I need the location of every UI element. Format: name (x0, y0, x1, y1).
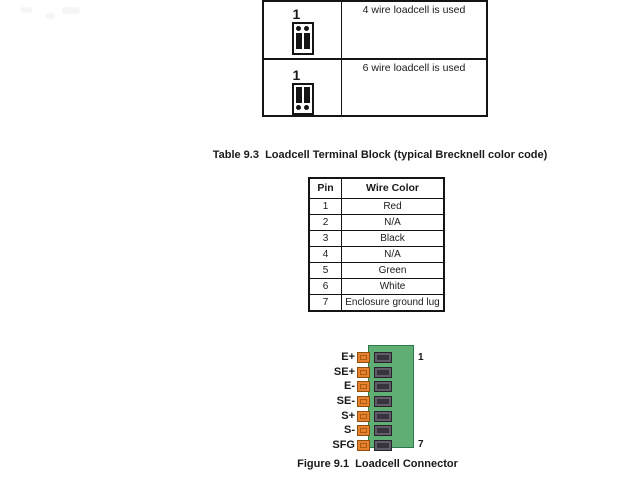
jumper-4wire-icon (292, 2, 314, 58)
connector-pin-row (330, 440, 392, 451)
scan-smudge (20, 7, 32, 13)
connector-pin-row (330, 425, 392, 436)
table-row (309, 247, 444, 263)
jumper-block-icon (292, 83, 314, 116)
wire-slot-icon (374, 367, 392, 378)
pin-number: 1 (309, 199, 342, 215)
pin-dot (304, 26, 309, 31)
terminal-screw-icon (357, 440, 370, 451)
jumper-pin1-label: 1 (292, 6, 301, 22)
jumper-4wire-description: 4 wire loadcell is used (362, 4, 466, 16)
wire-color: N/A (342, 215, 445, 231)
jumper-6wire-icon (292, 60, 314, 116)
table-row (309, 215, 444, 231)
connector-pin-row (330, 367, 392, 378)
scan-smudge (62, 7, 80, 14)
wire-slot-icon (374, 381, 392, 392)
pin-dot (296, 105, 301, 110)
table-row (309, 231, 444, 247)
figure-9-1-caption: Figure 9.1 Loadcell Connector (297, 458, 458, 470)
wire-color-column-header: Wire Color (342, 178, 445, 199)
pin-signal-label: S+ (341, 410, 355, 422)
wire-color: Enclosure ground lug (342, 295, 445, 312)
terminal-screw-icon (357, 367, 370, 378)
pin-number: 4 (309, 247, 342, 263)
pin-dot (296, 26, 301, 31)
jumper-bar (296, 87, 302, 103)
table-row (309, 263, 444, 279)
connector-pin-row (330, 411, 392, 422)
jumper-bar (296, 33, 302, 49)
terminal-screw-icon (357, 381, 370, 392)
table-row (309, 279, 444, 295)
jumper-bar (304, 33, 310, 49)
pin-signal-label: SE+ (333, 366, 355, 378)
pin-signal-label: E- (344, 380, 355, 392)
pin-number: 6 (309, 279, 342, 295)
jumper-settings-table (262, 0, 488, 117)
jumper-row-4wire (264, 2, 486, 58)
wire-color: White (342, 279, 445, 295)
wire-color: Red (342, 199, 445, 215)
connector-pin-row (330, 381, 392, 392)
jumper-pin1-label: 1 (292, 66, 301, 83)
pin-signal-label: SE- (336, 395, 355, 407)
pin-dot (304, 105, 309, 110)
table-row (309, 295, 444, 312)
pin-number: 5 (309, 263, 342, 279)
pin-column-header: Pin (309, 178, 342, 199)
terminal-screw-icon (357, 396, 370, 407)
wire-color: Green (342, 263, 445, 279)
wire-slot-icon (374, 411, 392, 422)
connector-pin-row (330, 352, 392, 363)
pin-signal-label: SFG (332, 439, 355, 451)
table-header-row (309, 178, 444, 199)
pin-signal-label: S- (344, 424, 355, 436)
connector-pin-row (330, 396, 392, 407)
loadcell-terminal-block-table (308, 177, 445, 312)
table-row (309, 199, 444, 215)
jumper-6wire-description: 6 wire loadcell is used (362, 61, 466, 74)
pin-number: 7 (309, 295, 342, 312)
terminal-screw-icon (357, 352, 370, 363)
pin-number-last: 7 (418, 439, 424, 450)
wire-slot-icon (374, 396, 392, 407)
jumper-row-6wire (264, 58, 486, 116)
jumper-block-icon (292, 22, 314, 55)
terminal-screw-icon (357, 425, 370, 436)
wire-color: N/A (342, 247, 445, 263)
wire-slot-icon (374, 352, 392, 363)
scan-smudge (45, 13, 55, 19)
wire-slot-icon (374, 425, 392, 436)
pin-number-first: 1 (418, 352, 424, 363)
pin-number: 3 (309, 231, 342, 247)
jumper-bar (304, 87, 310, 103)
wire-slot-icon (374, 440, 392, 451)
pin-number: 2 (309, 215, 342, 231)
pin-signal-label: E+ (341, 351, 355, 363)
terminal-screw-icon (357, 411, 370, 422)
loadcell-connector-figure (330, 344, 440, 452)
table-9-3-caption: Table 9.3 Loadcell Terminal Block (typical Brecknell color code) (212, 149, 548, 161)
wire-color: Black (342, 231, 445, 247)
